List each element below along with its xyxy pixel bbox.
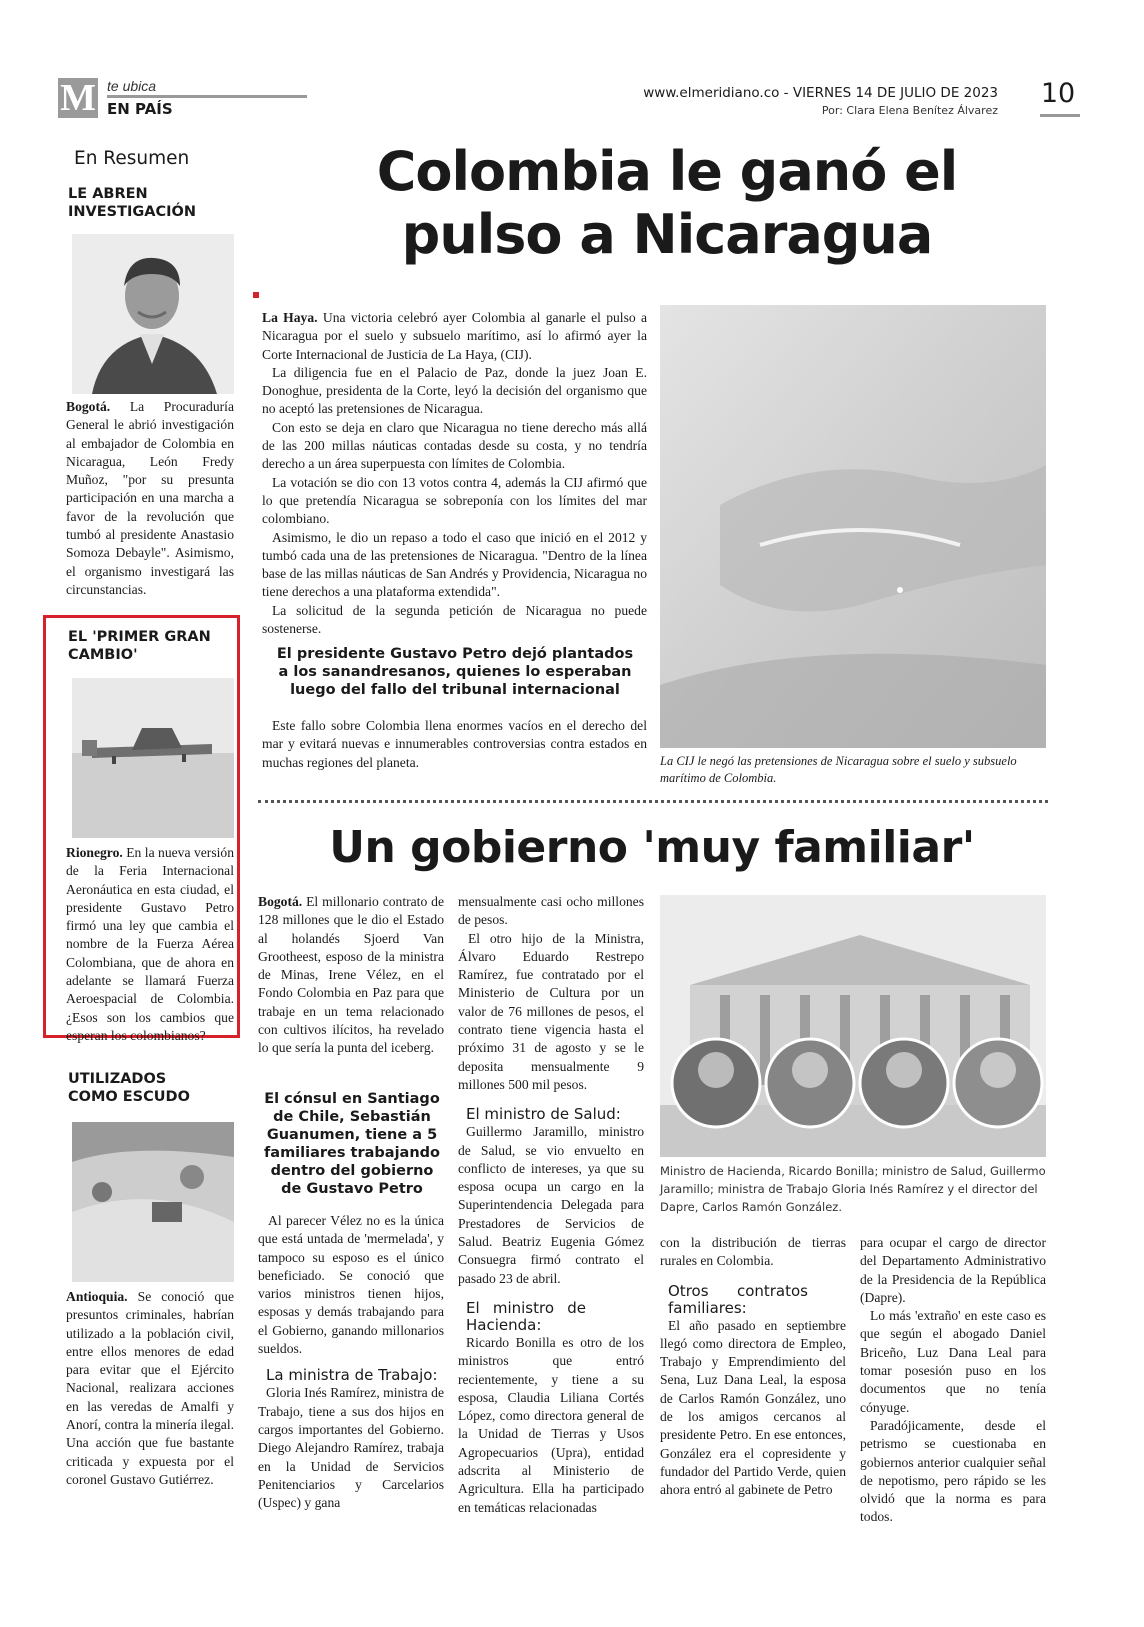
article-separator	[258, 800, 1048, 803]
article-2-pullquote: El cónsul en Santiago de Chile, Sebastián Guanumen, tiene a 5 familiares trabajando dentro del gobierno de Gustavo Petro	[263, 1091, 440, 1197]
ambassador-photo	[72, 234, 234, 394]
article-2-photo-caption: Ministro de Hacienda, Ricardo Bonilla; ministro de Salud, Guillermo Jaramillo; ministra de Trabajo Gloria Inés Ramírez y el director del Dapre, Carlos Ramón González.	[660, 1164, 1046, 1214]
sidebar-item-text: Bogotá. La Procuraduría General le abrió investigación al embajador de Colombia en Nicaragua, León Fredy Muñoz, "por su presunta participación en una marcha a favor de la revolución que tumbó al presidente Anastasio Somoza Debayle". Asimismo, el organismo investigará las circunstancias.	[66, 399, 234, 597]
site-date: www.elmeridiano.co - VIERNES 14 DE JULIO DE 2023	[643, 85, 998, 101]
subhead-otros-contratos: Otros contratos familiares:	[668, 1281, 808, 1317]
masthead-rule	[107, 95, 307, 98]
sidebar-item-text: Rionegro. En la nueva versión de la Feria Internacional Aeronáutica en esta ciudad, el presidente Gustavo Petro firmó una ley que cambia el nombre de la Fuerza Aérea Colombiana, que de ahora en adelante se llamará Fuerza Aeroespacial de Colombia. ¿Esos son los cambios que esperan los colombianos?	[66, 845, 234, 1043]
sidebar-item-heading: UTILIZADOS COMO ESCUDO	[68, 1071, 190, 1105]
article-1-pullquote: El presidente Gustavo Petro dejó plantados a los sanandresanos, quienes lo esperaban luego del fallo del tribunal internacional	[276, 646, 634, 698]
subhead-ministro-hacienda: El ministro de Hacienda:	[466, 1298, 586, 1334]
sidebar-item-heading: EL 'PRIMER GRAN CAMBIO'	[68, 629, 211, 663]
byline: Por: Clara Elena Benítez Álvarez	[821, 104, 998, 117]
ministers-photo	[660, 895, 1046, 1157]
tagline: te ubica	[107, 78, 157, 94]
mining-photo	[72, 1122, 234, 1282]
aerial-sea-photo	[660, 305, 1046, 748]
article-2-headline: Un gobierno 'muy familiar'	[329, 822, 975, 873]
article-2-col-1: Bogotá. El millonario contrato de 128 millones que le dio el Estado al holandés Sjoerd Van Grootheest, esposo de la ministra de Minas, Irene Vélez, en el Fondo Colombia en Paz para que trabaje en un tema relacionado con cultivos ilícitos, ha revelado lo que sería la punta del iceberg.	[258, 894, 444, 1056]
article-1-body: La Haya. Una victoria celebró ayer Colombia al ganarle el pulso a Nicaragua por el suelo y subsuelo marítimo, así lo afirmó ayer la Corte Internacional de Justicia de La Haya, (CIJ). La diligencia fue en el Palacio de Paz, donde la juez Joan E. Donoghue, presidenta de la Corte, leyó la decisión del organismo que no aceptó las pretensiones de Nicaragua. Con esto se deja en claro que Nicaragua no tiene derecho más allá de las 200 millas náuticas contadas desde su costa, y no tendría derecho a un área superpuesta con límites de Colombia. La votación se dio con 13 votos contra 4, además la CIJ afirmó que lo que pretendía Nicaragua se sobreponía con los límites del mar colombiano. Asimismo, le dio un repaso a todo el caso que inició en el 2012 y tumbó cada una de las pretensiones de Nicaragua. "Dentro de la línea base de las millas náuticas de San Andrés y Providencia, Nicaragua no tiene derechos a una plataforma extendida". La solicitud de la segunda petición de Nicaragua no puede sostenerse.	[262, 310, 648, 637]
page-number-rule	[1040, 114, 1080, 117]
sidebar-item-heading: LE ABREN INVESTIGACIÓN	[68, 186, 197, 220]
aircraft-photo	[72, 678, 234, 838]
subhead-ministro-salud: El ministro de Salud:	[466, 1105, 621, 1124]
article-1-photo-caption: La CIJ le negó las pretensiones de Nicaragua sobre el suelo y subsuelo marítimo de Colombia.	[660, 754, 1017, 785]
sidebar-item-text: Antioquia. Se conoció que presuntos criminales, habrían utilizado a la población civil, entre ellos menores de edad para evitar que el Ejército Nacional, realizara acciones en las veredas de Amalfi y Anorí, contra la minería ilegal. Una acción que fue bastante criticada y expuesta por el coronel Gustavo Gutiérrez.	[66, 1289, 234, 1487]
article-1-headline: Colombia le ganó el pulso a Nicaragua	[376, 140, 958, 266]
article-1-body-end: Este fallo sobre Colombia llena enormes vacíos en el derecho del mar y evitará nuevas e innumerables controversias contra estados en muchas regiones del planeta.	[262, 718, 647, 770]
page-number: 10	[1040, 78, 1076, 109]
red-marker	[253, 292, 259, 298]
subhead-ministra-trabajo: La ministra de Trabajo:	[266, 1366, 438, 1385]
logo: M	[58, 78, 98, 118]
article-2-col-4: para ocupar el cargo de director del Departamento Administrativo de la Presidencia de la República (Dapre). Lo más 'extraño' en este caso es que según el abogado Daniel Briceño, Luz Dana Leal para tomar posesión puso en los documentos que no tenía cónyuge. Paradójicamente, desde el petrismo se cuestionaba en gobiernos anterior cualquier señal de nepotismo, pero rápido se les olvidó que la norma es para todos.	[860, 1235, 1046, 1525]
masthead	[0, 0, 1144, 130]
sidebar-title: En Resumen	[74, 148, 190, 169]
article-2-col-2: mensualmente casi ocho millones de pesos. El otro hijo de la Ministra, Álvaro Eduardo Restrepo Ramírez, fue contratado por el Ministerio de Cultura por un valor de 76 millones de pesos, el contrato tiene vigencia hasta el próximo 31 de agosto y se le deposita mensualmente 9 millones 500 mil pesos. El ministro de Salud: Guillermo Jaramillo, ministro de Salud, se vio envuelto en conflicto de intereses, ya que su esposa ocupa un cargo en la Superintendencia Delegada para Prestadores de Servicios de Salud. Beatriz Eugenia Gómez Consuegra firmó contrato el pasado 23 de abril. El ministro de Hacienda: Ricardo Bonilla es otro de los ministros que entró recientemente, y tiene a su esposa, Claudia Liliana Cortés López, como directora general de la Unidad de Tierras y Usos Agropecuarios (Upra), entidad adscrita al Ministerio de Agricultura. Ella ha participado en temáticas relacionadas	[458, 894, 644, 1515]
sidebar	[60, 140, 250, 1600]
section-label: EN PAÍS	[107, 100, 173, 118]
article-2-col-3: con la distribución de tierras rurales en Colombia. Otros contratos familiares: El año pasado en septiembre llegó como directora de Empleo, Trabajo y Emprendimiento del Sena, Luz Dana Leal, la esposa de Carlos Ramón González, uno de los amigos cercanos al presidente Petro. En ese entonces, González era el copresidente y fundador del Partido Verde, quien ahora entró al gabinete de Petro	[660, 1235, 846, 1498]
article-2-col-1b: Al parecer Vélez no es la única que está untada de 'mermelada', y tampoco su esposo es el único beneficiado. Se conoció que varios ministros tienen hijos, esposas y demás trabajando para el Gobierno, ganando millonarios sueldos. La ministra de Trabajo: Gloria Inés Ramírez, ministra de Trabajo, tiene a sus dos hijos en cargos importantes del Gobierno. Diego Alejandro Ramírez, trabaja en la Unidad de Servicios Penitenciarios y Carcelarios (Uspec) y gana	[258, 1213, 444, 1511]
